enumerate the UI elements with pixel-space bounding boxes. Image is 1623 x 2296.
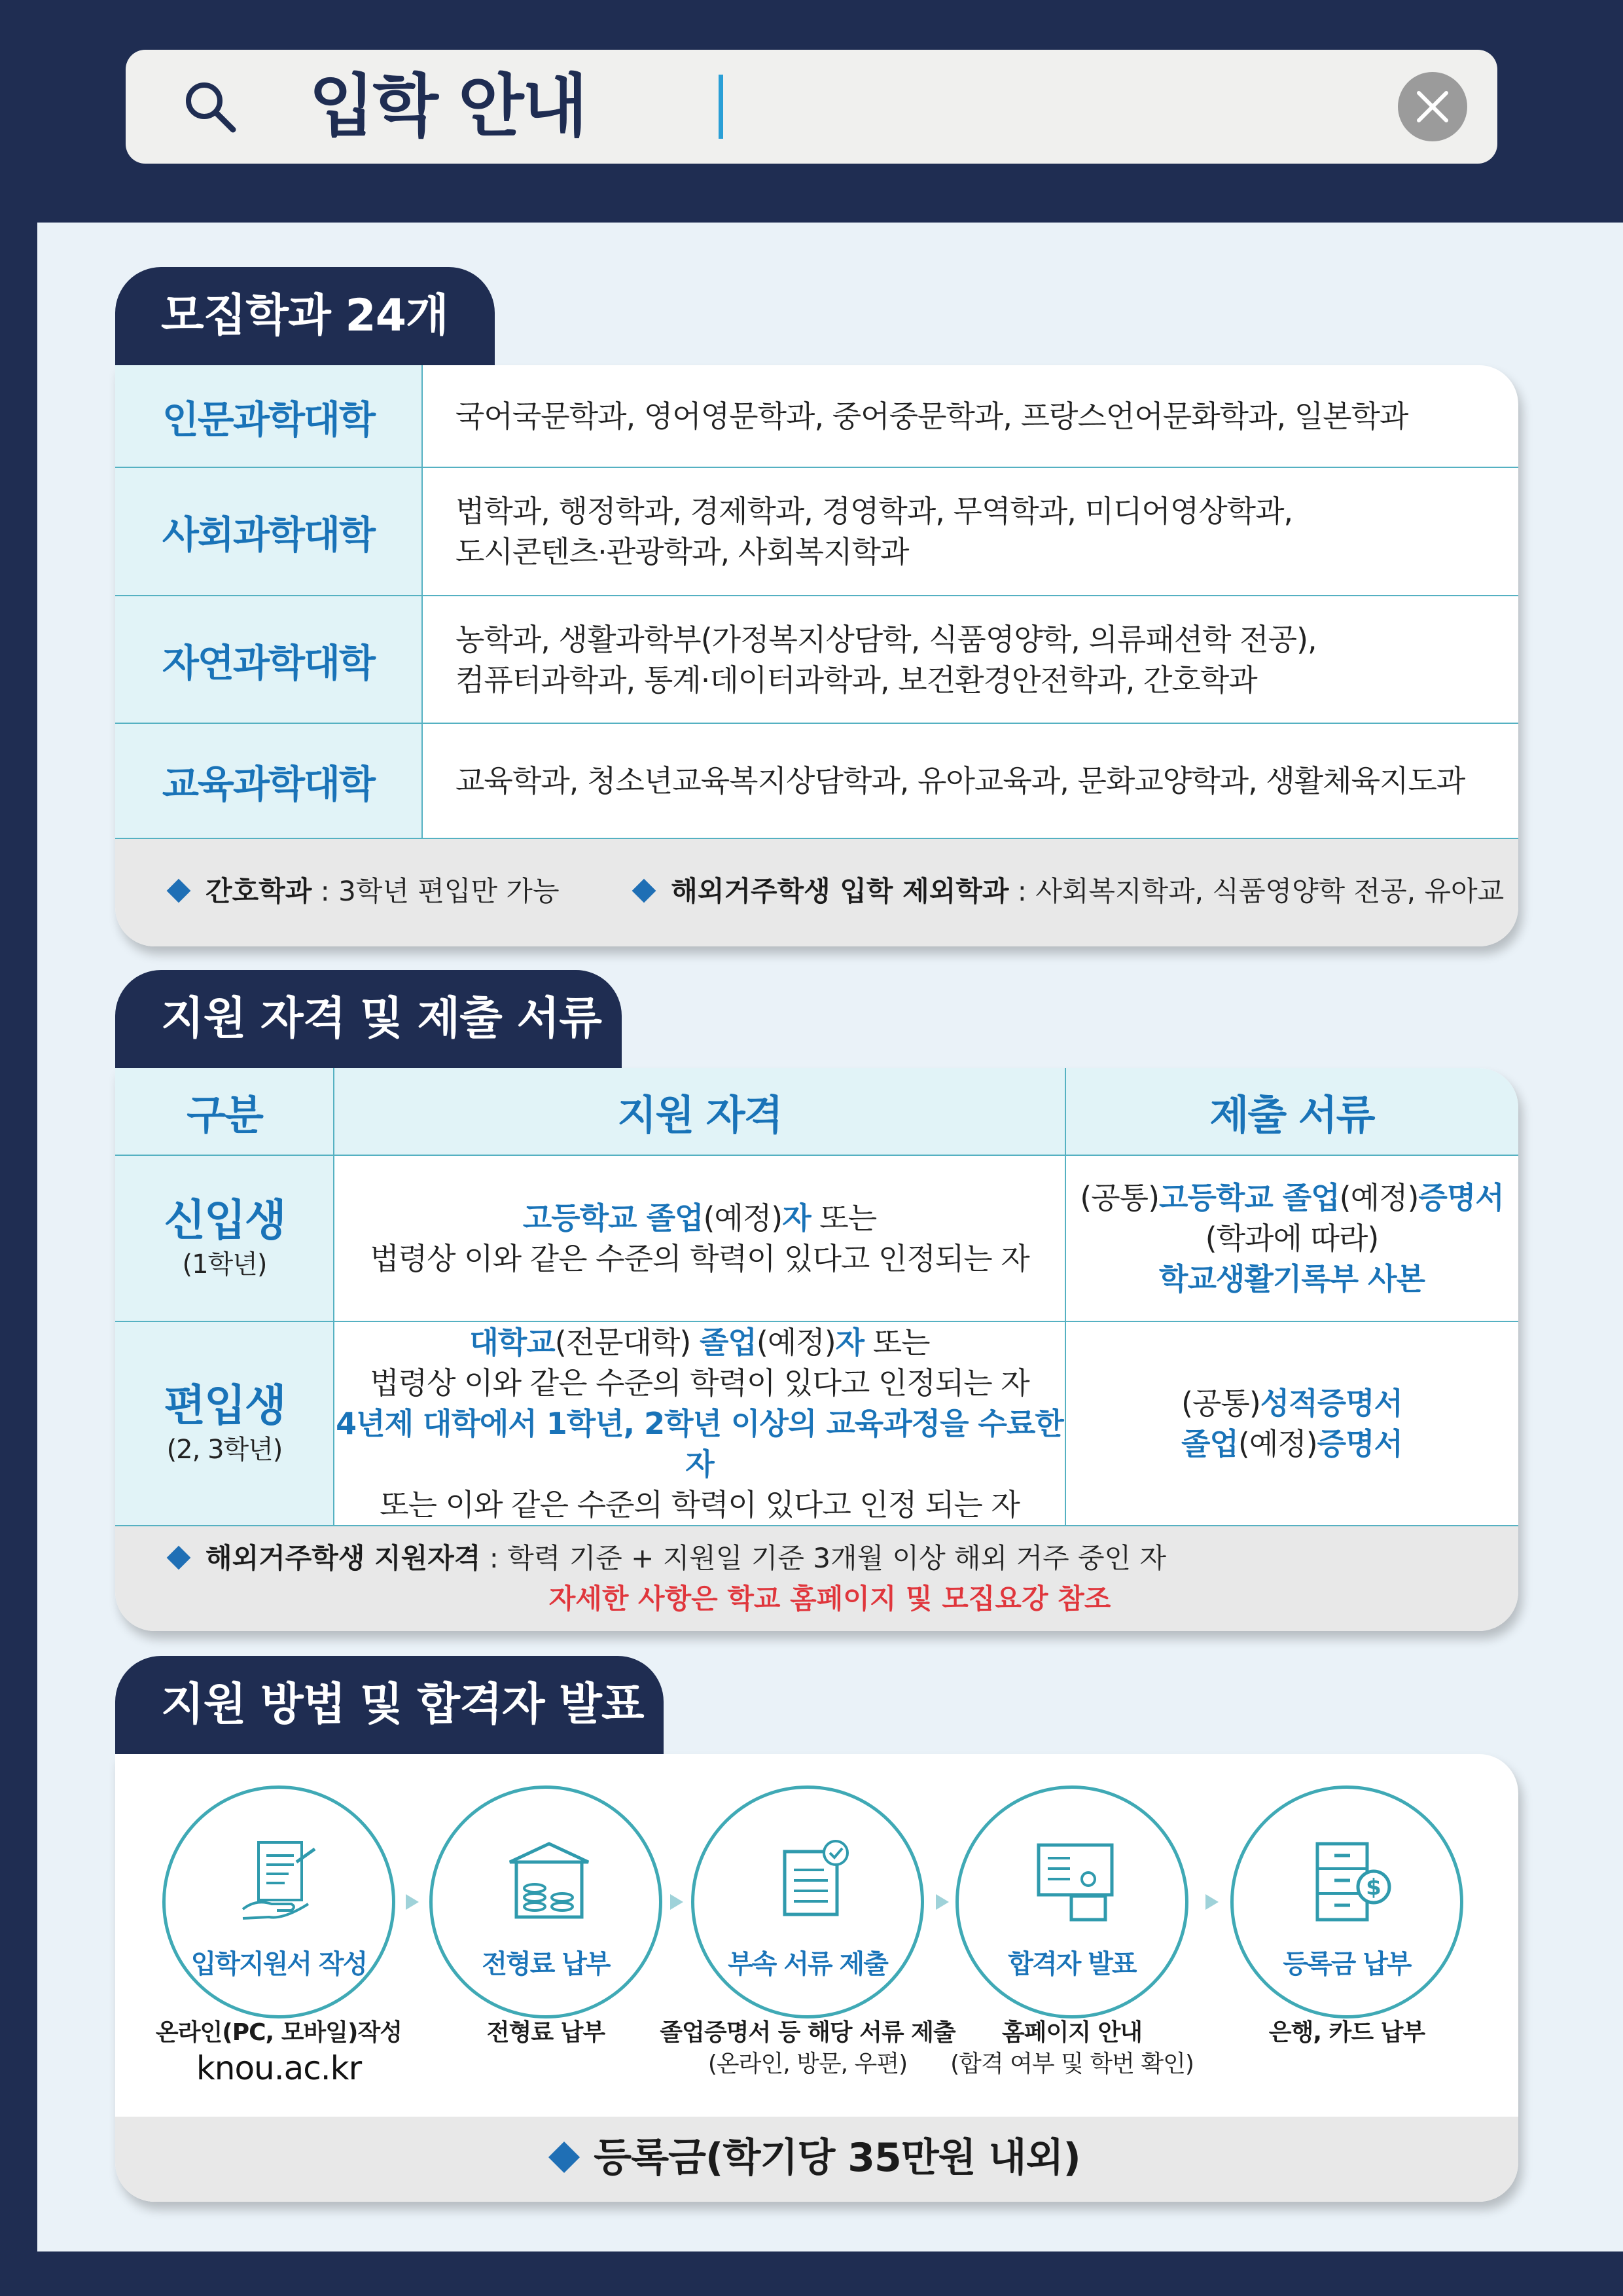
column-header-documents: 제출 서류 — [1065, 1068, 1518, 1156]
announcement-board-icon — [1029, 1836, 1121, 1928]
step-application — [162, 1785, 395, 2018]
text-caret — [719, 75, 723, 139]
step-label: 전형료 납부 — [482, 1949, 610, 1979]
diamond-bullet-icon — [632, 878, 656, 903]
department-list — [455, 724, 1465, 838]
caption-line: 은행, 카드 납부 — [1268, 2019, 1425, 2046]
highlight-text: 졸업 — [700, 1325, 757, 1360]
college-name: 인문과학대학 — [115, 365, 423, 467]
department-line: 법학과, 행정학과, 경제학과, 경영학과, 무역학과, 미디어영상학과, — [455, 493, 1293, 529]
highlight-text: 증명서 — [1418, 1180, 1504, 1215]
highlight-text: 고등학교 졸업 — [522, 1200, 704, 1236]
table-row — [115, 468, 1518, 596]
text: (공통) — [1181, 1386, 1260, 1421]
freshman-qualification — [334, 1156, 1065, 1322]
highlight-text: 성적증명서 — [1260, 1386, 1402, 1421]
text: (예정) — [1339, 1180, 1419, 1215]
arrow-right-icon — [670, 1894, 683, 1910]
arrow-right-icon — [406, 1894, 419, 1910]
text: (예정) — [703, 1200, 783, 1236]
note-warning: 자세한 사항은 학교 홈페이지 및 모집요강 참조 — [548, 1583, 1111, 1615]
department-list — [455, 365, 1408, 467]
table-row — [115, 724, 1518, 839]
college-name: 사회과학대학 — [115, 468, 423, 595]
department-line: 컴퓨터과학과, 통계·데이터과학과, 보건환경안전학과, 간호학과 — [455, 662, 1257, 698]
category-sub: (2, 3학년) — [166, 1435, 283, 1465]
application-form-icon — [236, 1836, 328, 1928]
text: 법령상 이와 같은 수준의 학력이 있다고 인정되는 자 — [370, 1241, 1029, 1276]
transfer-label — [115, 1322, 334, 1526]
highlight-text: 고등학교 졸업 — [1159, 1180, 1340, 1215]
highlight-text: 학교생활기록부 사본 — [1159, 1261, 1425, 1297]
departments-table — [115, 365, 1518, 946]
step-label: 합격자 발표 — [1008, 1949, 1136, 1979]
step-announcement — [955, 1785, 1188, 2018]
transfer-qualification — [334, 1322, 1065, 1526]
diamond-bullet-icon — [167, 878, 191, 903]
column-header-qualification: 지원 자격 — [334, 1068, 1065, 1156]
step-tuition — [1230, 1785, 1463, 2018]
procedure-card — [115, 1754, 1518, 2202]
section-title-procedure: 지원 방법 및 합격자 발표 — [115, 1656, 664, 1758]
caption-line: 전형료 납부 — [486, 2019, 605, 2046]
category-name: 편입생 — [164, 1380, 285, 1431]
search-input[interactable]: 입학 안내 — [309, 66, 586, 146]
departments-note — [115, 839, 1518, 946]
step-label: 입학지원서 작성 — [190, 1949, 367, 1979]
step-caption — [915, 2017, 1229, 2080]
caption-line: (합격 여부 및 학번 확인) — [950, 2051, 1194, 2077]
section-title-departments: 모집학과 24개 — [115, 267, 495, 369]
bank-coins-icon — [503, 1836, 595, 1928]
text: 법령상 이와 같은 수준의 학력이 있다고 인정되는 자 — [370, 1365, 1029, 1401]
note-label: 해외거주학생 입학 제외학과 — [671, 875, 1009, 907]
table-row — [115, 596, 1518, 724]
highlight-text: 증명서 — [1317, 1426, 1402, 1462]
step-documents — [691, 1785, 924, 2018]
tuition-note — [115, 2117, 1518, 2202]
diamond-bullet-icon — [167, 1545, 191, 1570]
text: (예정) — [1238, 1426, 1317, 1462]
highlight-text: 대학교 — [469, 1325, 555, 1360]
note-text: : 사회복지학과, 식품영양학 전공, 유아교 — [1017, 875, 1505, 907]
highlight-text: 4년제 대학에서 1학년, 2학년 이상의 교육과정을 수료한 자 — [336, 1406, 1063, 1482]
caption-line: 졸업증명서 등 해당 서류 제출 — [660, 2019, 955, 2046]
department-line: 농학과, 생활과학부(가정복지상담학, 식품영양학, 의류패션학 전공), — [455, 621, 1317, 657]
freshman-label — [115, 1156, 334, 1322]
divider — [333, 1068, 334, 1526]
arrow-right-icon — [936, 1894, 949, 1910]
cabinet-dollar-icon — [1304, 1836, 1396, 1928]
department-line: 도시콘텐츠·관광학과, 사회복지학과 — [455, 534, 909, 569]
section-title-eligibility: 지원 자격 및 제출 서류 — [115, 970, 622, 1072]
department-list — [455, 468, 1293, 595]
document-submit-icon — [765, 1836, 857, 1928]
transfer-documents — [1065, 1322, 1518, 1526]
diamond-bullet-icon — [548, 2142, 580, 2173]
tuition-text: 등록금(학기당 35만원 내외) — [594, 2135, 1080, 2181]
column-header-category: 구분 — [115, 1068, 334, 1156]
highlight-text: 자 — [835, 1325, 865, 1360]
table-row — [115, 365, 1518, 468]
text: 또는 — [810, 1200, 877, 1236]
close-icon — [1398, 72, 1467, 141]
divider — [1065, 1068, 1066, 1526]
freshman-documents — [1065, 1156, 1518, 1322]
svg-text:$: $ — [1366, 1874, 1382, 1901]
note-text: : 학력 기준 + 지원일 기준 3개월 이상 해외 거주 중인 자 — [480, 1542, 1167, 1574]
text: 또는 — [864, 1325, 930, 1360]
caption-line: 온라인(PC, 모바일)작성 — [155, 2019, 402, 2046]
category-sub: (1학년) — [182, 1249, 267, 1280]
note-label: 간호학과 — [205, 875, 312, 907]
step-caption — [135, 2017, 423, 2088]
department-list — [455, 596, 1317, 723]
search-bar[interactable] — [126, 50, 1497, 164]
note-label: 해외거주학생 지원자격 — [205, 1542, 481, 1574]
college-name: 교육과학대학 — [115, 724, 423, 838]
text: (학과에 따라) — [1205, 1221, 1379, 1256]
text: 또는 이와 같은 수준의 학력이 있다고 인정 되는 자 — [380, 1487, 1020, 1522]
step-label: 등록금 납부 — [1283, 1949, 1411, 1979]
arrow-right-icon — [1205, 1894, 1219, 1910]
caption-url: knou.ac.kr — [196, 2049, 362, 2087]
text: (전문대학) — [554, 1325, 700, 1360]
highlight-text: 자 — [782, 1200, 811, 1236]
caption-line: 홈페이지 안내 — [1001, 2019, 1143, 2046]
note-text: : 3학년 편입만 가능 — [312, 875, 560, 907]
step-caption — [1203, 2017, 1491, 2049]
text: (공통) — [1080, 1180, 1160, 1215]
eligibility-note — [115, 1526, 1518, 1631]
college-name: 자연과학대학 — [115, 596, 423, 723]
clear-button[interactable] — [1398, 72, 1467, 141]
category-name: 신입생 — [164, 1195, 285, 1246]
department-line: 국어국문학과, 영어영문학과, 중어중문학과, 프랑스언어문화학과, 일본학과 — [455, 398, 1408, 434]
highlight-text: 졸업 — [1181, 1426, 1238, 1462]
text: (예정) — [756, 1325, 836, 1360]
eligibility-table — [115, 1068, 1518, 1631]
department-line: 교육학과, 청소년교육복지상담학과, 유아교육과, 문화교양학과, 생활체육지도과 — [455, 763, 1465, 798]
step-label: 부속 서류 제출 — [728, 1949, 887, 1979]
caption-line: (온라인, 방문, 우편) — [707, 2051, 908, 2077]
step-fee — [429, 1785, 662, 2018]
search-icon — [181, 77, 240, 136]
